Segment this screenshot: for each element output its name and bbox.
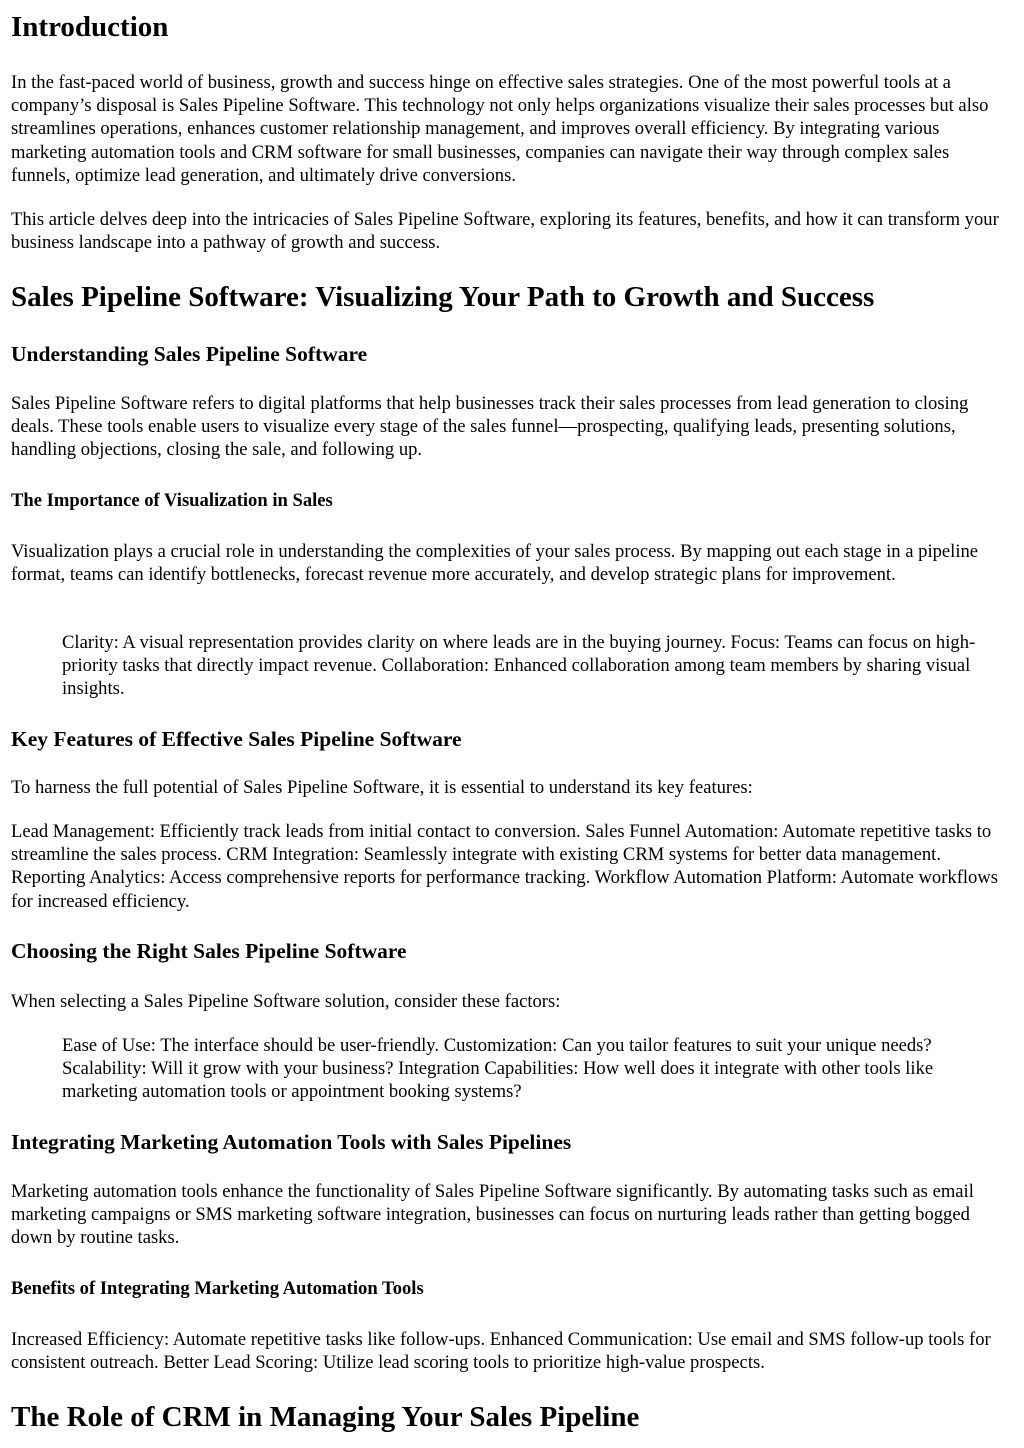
visualization-paragraph: Visualization plays a crucial role in understanding the complexities of your sales process. By mapping out each stage in a pipeline format, teams can identify bottlenecks, forecast revenue more accurately, and develop strategic plans for improvement. bbox=[11, 541, 979, 586]
choosing-paragraph: When selecting a Sales Pipeline Software solution, consider these factors: bbox=[11, 991, 561, 1012]
features-heading: Key Features of Effective Sales Pipeline Software bbox=[11, 727, 462, 751]
choosing-heading: Choosing the Right Sales Pipeline Software bbox=[11, 939, 407, 963]
understanding-paragraph: Sales Pipeline Software refers to digital platforms that help businesses track their sales processes from lead generation to closing deals. These tools enable users to visualize every stage of the sales funnel—prospecting, qualifying leads, presenting solutions, handling objections, closing the sale, and following up. bbox=[11, 393, 969, 461]
intro-paragraph-2: This article delves deep into the intricacies of Sales Pipeline Software, exploring its features, benefits, and how it can transform your business landscape into a pathway of growth and success. bbox=[11, 209, 999, 254]
benefits-heading: Benefits of Integrating Marketing Automation Tools bbox=[11, 1278, 424, 1299]
integrating-heading: Integrating Marketing Automation Tools with Sales Pipelines bbox=[11, 1130, 572, 1154]
intro-paragraph-1: In the fast-paced world of business, growth and success hinge on effective sales strategies. One of the most powerful tools at a company’s disposal is Sales Pipeline Software. This technology not only helps organizations visualize their sales processes but also streamlines operations, enhances customer relationship management, and improves overall efficiency. By integrating various marketing automation tools and CRM software for small businesses, companies can navigate their way through complex sales funnels, optimize lead generation, and ultimately drive conversions. bbox=[11, 72, 989, 186]
understanding-heading: Understanding Sales Pipeline Software bbox=[11, 342, 368, 366]
intro-heading: Introduction bbox=[11, 11, 169, 43]
features-paragraph-2: Lead Management: Efficiently track leads from initial contact to conversion. Sales Funnel Automation: Automate repetitive tasks to streamline the sales process. CRM Integration: Seamlessly integrate with existing CRM systems for better data management. Reporting Analytics: Access comprehensive reports for performance tracking. Workflow Automation Platform: Automate workflows for increased efficiency. bbox=[11, 821, 999, 912]
visualization-blockquote: Clarity: A visual representation provides clarity on where leads are in the buying journey. Focus: Teams can focus on high-priority tasks that directly impact revenue. Collaboration: Enhanced collaboration among team members by sharing visual insights. bbox=[62, 632, 976, 700]
benefits-paragraph: Increased Efficiency: Automate repetitive tasks like follow-ups. Enhanced Communication: Use email and SMS follow-up tools for consistent outreach. Better Lead Scoring: Utilize lead scoring tools to prioritize high-value prospects. bbox=[11, 1329, 991, 1374]
main-heading: Sales Pipeline Software: Visualizing Your Path to Growth and Success bbox=[11, 281, 875, 313]
choosing-blockquote: Ease of Use: The interface should be user-friendly. Customization: Can you tailor features to suit your unique needs? Scalability: Will it grow with your business? Integration Capabilities: How well does it integrate with other tools like marketing automation tools or appointment booking systems? bbox=[62, 1035, 934, 1103]
features-paragraph-1: To harness the full potential of Sales Pipeline Software, it is essential to understand its key features: bbox=[11, 777, 753, 798]
integrating-paragraph: Marketing automation tools enhance the functionality of Sales Pipeline Software significantly. By automating tasks such as email marketing campaigns or SMS marketing software integration, businesses can focus on nurturing leads rather than getting bogged down by routine tasks. bbox=[11, 1181, 974, 1249]
crm-heading: The Role of CRM in Managing Your Sales Pipeline bbox=[11, 1401, 640, 1433]
visualization-heading: The Importance of Visualization in Sales bbox=[11, 490, 333, 511]
